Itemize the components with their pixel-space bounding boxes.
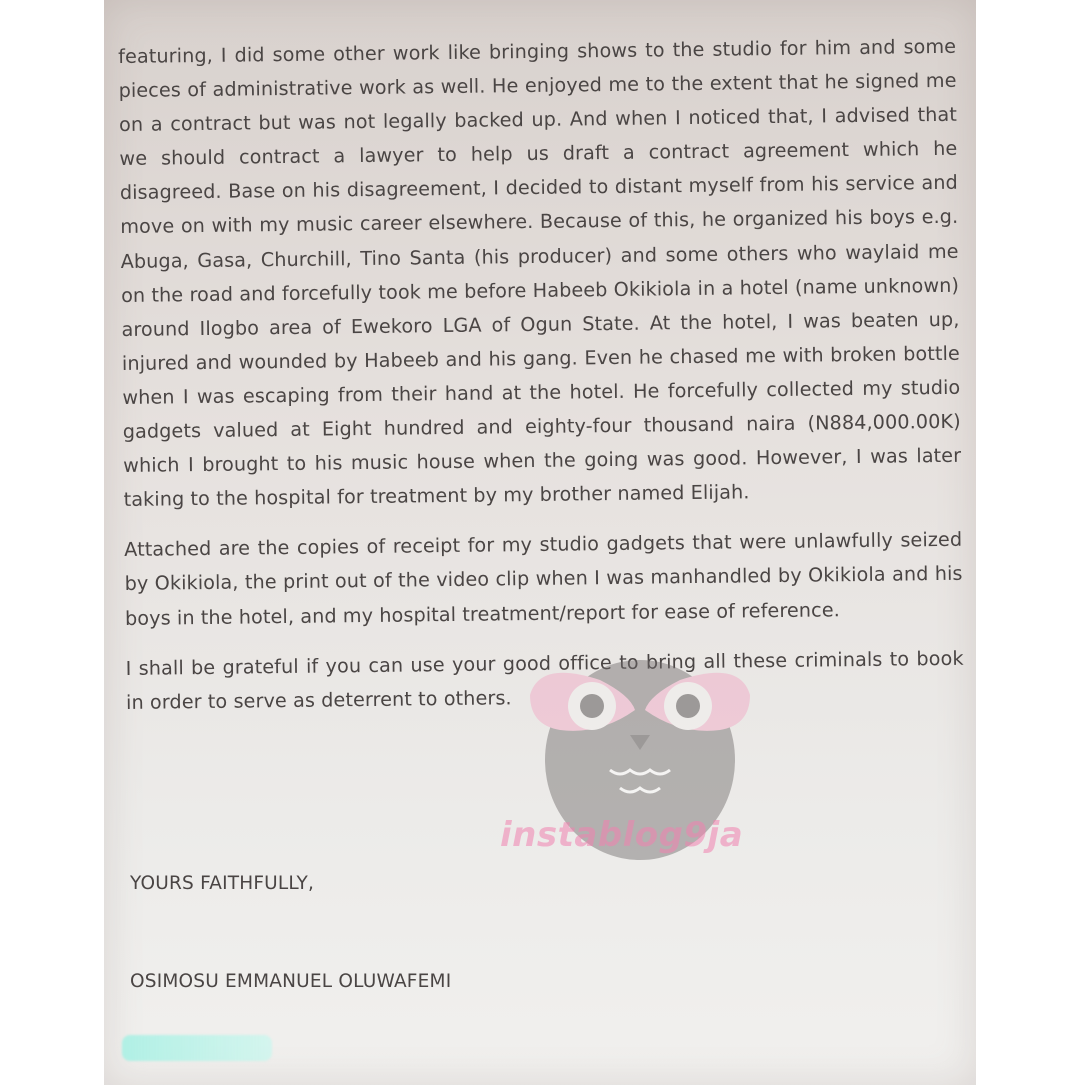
redaction-mark [122, 1035, 272, 1061]
paragraph-incident: featuring, I did some other work like bringing shows to the studio for him and some pieces of administrative work as well. He enjoyed me to the extent that he signed me on a contract but was not legally backed up. And when I noticed that, I advised that we should contract a lawyer to help us draft a contract agreement which he disagreed. Base on his disagreement, I decided to distant myself from his service and move on with my music career elsewhere. Because of this, he organized his boys e.g. Abuga, Gasa, Churchill, Tino Santa (his producer) and some others who waylaid me on the road and forcefully took me before Habeeb Okikiola in a hotel (name unknown) around Ilogbo area of Ewekoro LGA of Ogun State. At the hotel, I was beaten up, injured and wounded by Habeeb and his gang. Even he chased me with broken bottle when I was escaping from their hand at the hotel. He forcefully collected my studio gadgets valued at Eight hundred and eighty-four thousand naira (N884,000.00K) which I brought to his music house when the going was good. However, I was later taking to the hospital for treatment by my brother named Elijah. [118, 34, 962, 512]
signer-name: OSIMOSU EMMANUEL OLUWAFEMI [130, 971, 452, 992]
closing-salutation: YOURS FAITHFULLY, [130, 873, 315, 894]
watermark-text: instablog9ja [500, 815, 744, 855]
paragraph-request: I shall be grateful if you can use your good office to bring all these criminals to book in order to serve as deterrent to others. [125, 646, 964, 714]
letter-body [118, 30, 964, 736]
paragraph-attachments: Attached are the copies of receipt for my studio gadgets that were unlawfully seized by Okikiola, the print out of the video clip when I was manhandled by Okikiola and his boys in the hotel, and my hospital treatment/report for ease of reference. [124, 528, 963, 630]
letter-page [104, 0, 976, 1085]
